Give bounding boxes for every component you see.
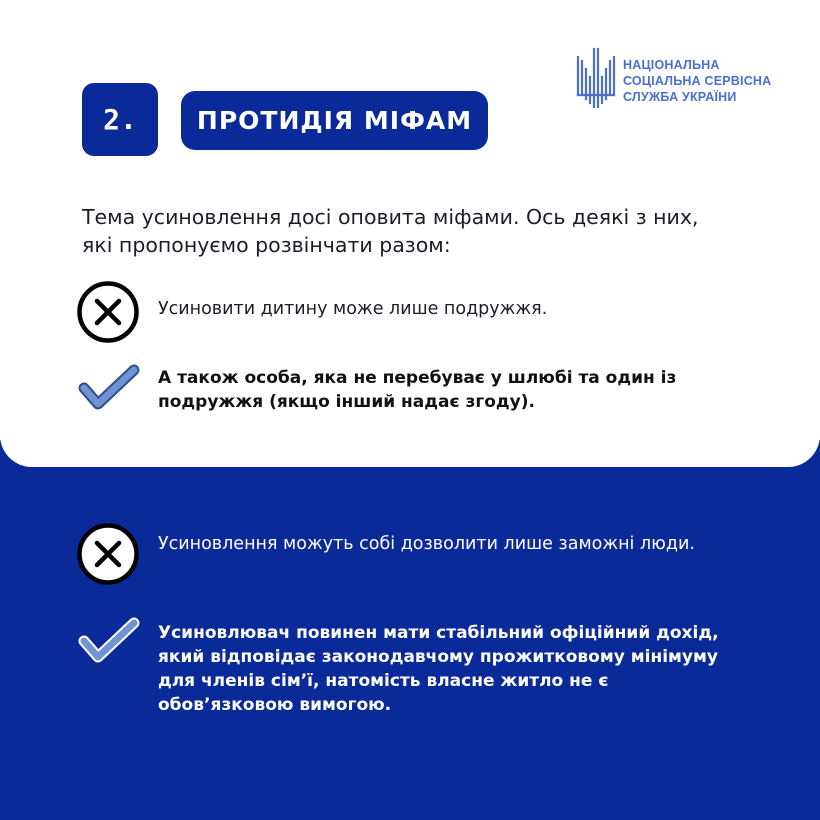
fact-text: Усиновлювач повинен мати стабільний офіційний дохід, який відповідає законодавчому прожитковому мінімуму для членів сім’ї, натомість власне житло не є обов’язковою вимогою. (158, 623, 719, 715)
logo-line-3: СЛУЖБА УКРАЇНИ (623, 90, 737, 104)
logo-text (623, 57, 771, 105)
logo-line-1: НАЦІОНАЛЬНА (623, 58, 720, 72)
section-title-badge: ПРОТИДІЯ МІФАМ (181, 91, 488, 150)
section-number-badge: 2. (82, 83, 158, 156)
trident-logo-icon (575, 47, 617, 109)
cross-icon (76, 522, 140, 586)
intro-text: Тема усиновлення досі оповита міфами. Ось деякі з них, які пропонуємо розвінчати разом: (82, 205, 699, 257)
nsss-logo (575, 47, 795, 109)
check-icon (78, 364, 142, 414)
myth-text: Усиновити дитину може лише подружжя. (158, 299, 548, 319)
myth-text: Усиновлення можуть собі дозволити лише заможні люди. (158, 534, 695, 554)
check-icon (78, 617, 142, 667)
cross-icon (76, 280, 140, 344)
fact-text: А також особа, яка не перебуває у шлюбі та один із подружжя (якщо інший надає згоду). (158, 368, 677, 412)
logo-line-2: СОЦІАЛЬНА СЕРВІСНА (623, 74, 772, 88)
